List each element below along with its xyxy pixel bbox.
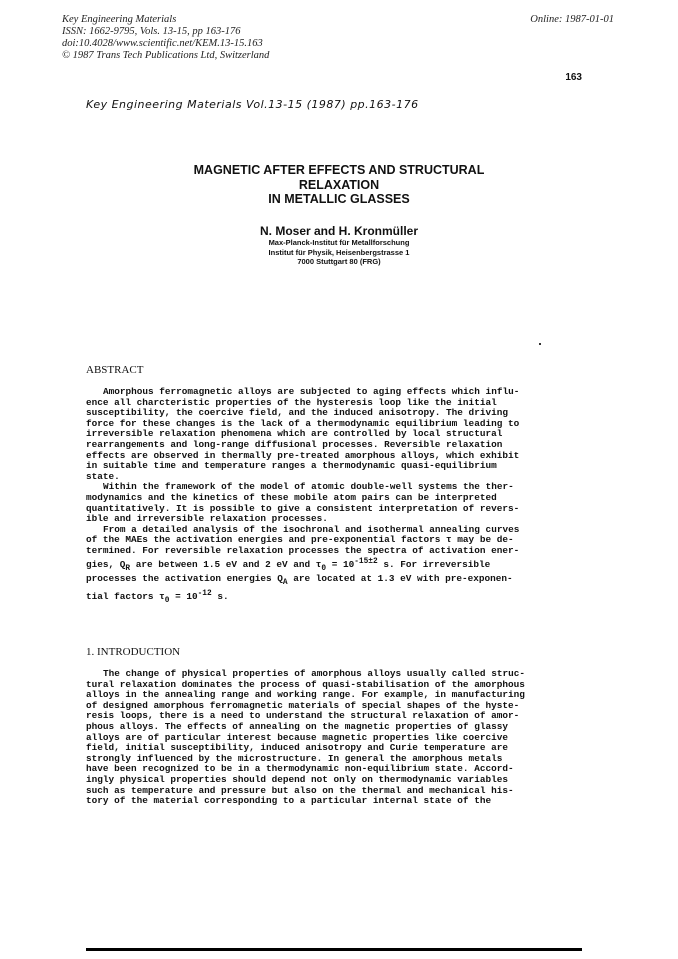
text-line: tural relaxation dominates the process of quasi-stabilisation of the amorphous	[86, 678, 525, 690]
title-line: MAGNETIC AFTER EFFECTS AND STRUCTURAL	[193, 163, 485, 177]
text-line: From a detailed analysis of the isochronal and isothermal annealing curves	[103, 523, 520, 535]
page-number: 163	[565, 72, 582, 83]
paper-title	[0, 163, 678, 207]
bottom-rule	[86, 948, 582, 951]
text-line: tory of the material corresponding to a particular internal state of the	[86, 795, 492, 807]
meta-copyright: © 1987 Trans Tech Publications Ltd, Switzerland	[62, 50, 270, 61]
text-line: rearrangements and long-range diffusional processes. Reversible relaxation	[86, 438, 503, 450]
text-line: Amorphous ferromagnetic alloys are subjected to aging effects which influ-	[103, 386, 520, 397]
text-line: Within the framework of the model of atomic double-well systems the ther-	[103, 481, 514, 493]
text-line: force for these changes is the lack of a thermodynamic equilibrium leading to	[86, 417, 520, 429]
affiliation-line: 7000 Stuttgart 80 (FRG)	[297, 257, 381, 266]
text-line: The change of physical properties of amorphous alloys usually called struc-	[103, 668, 525, 679]
text-line: ence all charcteristic properties of the hysteresis loop like the initial	[86, 396, 497, 408]
stray-mark	[539, 343, 541, 345]
title-line: RELAXATION	[298, 177, 380, 192]
text-line: such as temperature and pressure but also on the thermal and mechanical his-	[86, 784, 514, 796]
journal-line: Key Engineering Materials Vol.13-15 (1987) pp.163-176	[86, 98, 419, 111]
text-line: state.	[86, 470, 120, 482]
introduction-body	[86, 669, 582, 807]
text-line: gies, $Q_R$ are between 1.5 eV and 2 eV and $\tau_0 = 10^{-15\pm 2}$ s. For irreversible	[86, 556, 491, 573]
text-line: ible and irreversible relaxation processes.	[86, 513, 328, 525]
authors: N. Moser and H. Kronmüller	[259, 224, 419, 238]
text-line: effects are observed in thermally pre-treated amorphous alloys, which exhibit	[86, 449, 520, 461]
text-line: irreversible relaxation phenomena which are controlled by local structural	[86, 428, 503, 440]
text-line: modynamics and the kinetics of these mobile atom pairs can be interpreted	[86, 491, 497, 503]
text-line: susceptibility, the coercive field, and the induced anisotropy. The driving	[86, 407, 508, 419]
meta-issn: ISSN: 1662-9795, Vols. 13-15, pp 163-176	[62, 26, 241, 37]
text-line: phous alloys. The effects of annealing on the magnetic properties of glassy	[86, 720, 508, 732]
abstract-paragraph	[86, 387, 582, 482]
abstract-heading: ABSTRACT	[86, 364, 144, 376]
text-line: in suitable time and temperature ranges a thermodynamic quasi-equilibrium	[86, 460, 497, 472]
introduction-heading: 1. INTRODUCTION	[86, 646, 181, 658]
text-line: alloys are of particular interest because magnetic properties like coercive	[86, 731, 508, 743]
text-line: tial factors $\tau_0 = 10^{-12}$ s.	[86, 588, 229, 605]
abstract-body	[86, 387, 582, 606]
text-line: quantitatively. It is possible to give a consistent interpretation of revers-	[86, 502, 520, 514]
title-line: IN METALLIC GLASSES	[268, 192, 410, 206]
text-line: of designed amorphous ferromagnetic materials of special shapes of the hyste-	[86, 699, 520, 711]
meta-journal: Key Engineering Materials	[62, 14, 177, 25]
affiliation	[0, 238, 678, 267]
online-date: Online: 1987-01-01	[530, 14, 614, 25]
text-line: alloys in the annealing range and working range. For example, in manufacturing	[86, 689, 525, 701]
abstract-paragraph	[86, 525, 582, 606]
text-line: strongly influenced by the microstructure. In general the amorphous metals	[86, 752, 503, 764]
publication-metadata	[62, 14, 269, 62]
text-line: resis loops, there is a need to understand the structural relaxation of amor-	[86, 710, 520, 722]
text-line: ingly physical properties should depend not only on thermodynamic variables	[86, 773, 508, 785]
affiliation-line: Institut für Physik, Heisenbergstrasse 1	[268, 247, 410, 257]
text-line: field, initial susceptibility, induced anisotropy and Curie temperature are	[86, 742, 508, 754]
text-line: have been recognized to be in a thermodynamic non-equilibrium state. Accord-	[86, 763, 514, 775]
text-line: of the MAEs the activation energies and pre-exponential factors τ may be de-	[86, 534, 514, 546]
text-line: processes the activation energies $Q_A$ are located at 1.3 eV with pre-exponen-	[86, 573, 513, 587]
affiliation-line: Max-Planck-Institut für Metallforschung	[268, 238, 410, 247]
text-line: termined. For reversible relaxation processes the spectra of activation ener-	[86, 544, 520, 556]
meta-doi: doi:10.4028/www.scientific.net/KEM.13-15.163	[62, 38, 263, 49]
abstract-paragraph	[86, 482, 582, 524]
